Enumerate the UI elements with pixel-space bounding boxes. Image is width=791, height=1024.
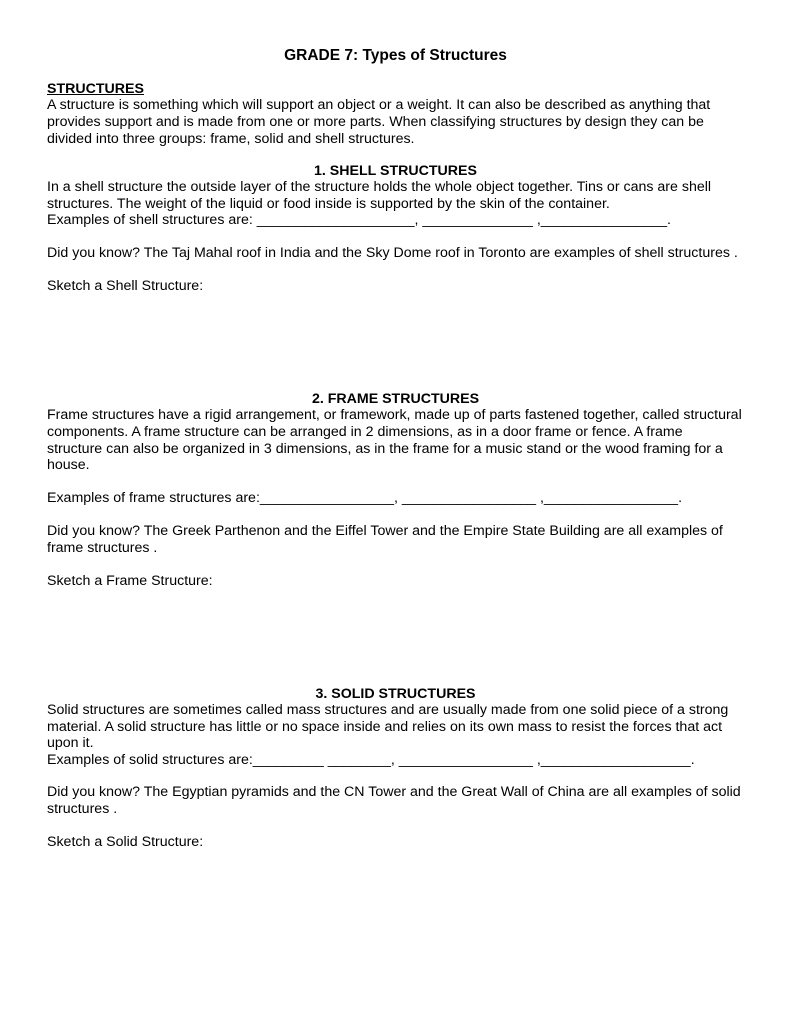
solid-line: upon it. — [47, 735, 94, 751]
solid-did-you-know: Did you know? The Egyptian pyramids and the CN Tower and the Great Wall of China are all examples of solid — [47, 784, 741, 800]
frame-line: components. A frame structure can be arranged in 2 dimensions, as in a door frame or fence. A frame — [47, 424, 683, 440]
shell-line: structures. The weight of the liquid or food inside is supported by the skin of the container. — [47, 196, 610, 212]
shell-sketch-prompt: Sketch a Shell Structure: — [47, 278, 204, 294]
solid-sketch-area[interactable] — [47, 854, 747, 1004]
intro-line: A structure is something which will support an object or a weight. It can also be described as anything that — [47, 97, 711, 113]
frame-line: structure can also be organized in 3 dimensions, as in the frame for a music stand or the wood framing for a — [47, 441, 723, 457]
frame-did-you-know: Did you know? The Greek Parthenon and the Eiffel Tower and the Empire State Building are all examples of — [47, 523, 723, 539]
intro-line: provides support and is made from one or more parts. When classifying structures by design they can be — [47, 114, 704, 130]
shell-did-you-know: Did you know? The Taj Mahal roof in India and the Sky Dome roof in Toronto are examples of shell structures . — [47, 245, 738, 261]
frame-sketch-area[interactable] — [47, 593, 747, 681]
frame-did-you-know: frame structures . — [47, 540, 158, 556]
intro-heading: STRUCTURES — [47, 81, 144, 97]
frame-heading: 2. FRAME STRUCTURES — [311, 391, 480, 407]
shell-line: In a shell structure the outside layer of the structure holds the whole object together. Tins or cans are shell — [47, 179, 712, 195]
page-title: GRADE 7: Types of Structures — [284, 47, 507, 64]
shell-heading: 1. SHELL STRUCTURES — [314, 163, 477, 179]
intro-line: divided into three groups: frame, solid and shell structures. — [47, 131, 415, 147]
solid-line: Solid structures are sometimes called mass structures and are usually made from one solid piece of a strong — [47, 702, 729, 718]
solid-examples-fill-in[interactable]: Examples of solid structures are:_________ ________, _________________ ,___________________. — [47, 752, 695, 768]
frame-line: Frame structures have a rigid arrangement, or framework, made up of parts fastened together, called structural — [47, 407, 742, 423]
shell-examples-fill-in[interactable]: Examples of shell structures are: ____________________, ______________ ,________________. — [47, 212, 671, 228]
shell-sketch-area[interactable] — [47, 298, 747, 386]
frame-line: house. — [47, 457, 90, 473]
solid-heading: 3. SOLID STRUCTURES — [315, 686, 476, 702]
solid-line: material. A solid structure has little or no space inside and relies on its own mass to resist the forces that act — [47, 719, 723, 735]
frame-examples-fill-in[interactable]: Examples of frame structures are:_________________, _________________ ,_________________. — [47, 490, 683, 506]
solid-did-you-know: structures . — [47, 801, 118, 817]
solid-sketch-prompt: Sketch a Solid Structure: — [47, 834, 204, 850]
frame-sketch-prompt: Sketch a Frame Structure: — [47, 573, 213, 589]
